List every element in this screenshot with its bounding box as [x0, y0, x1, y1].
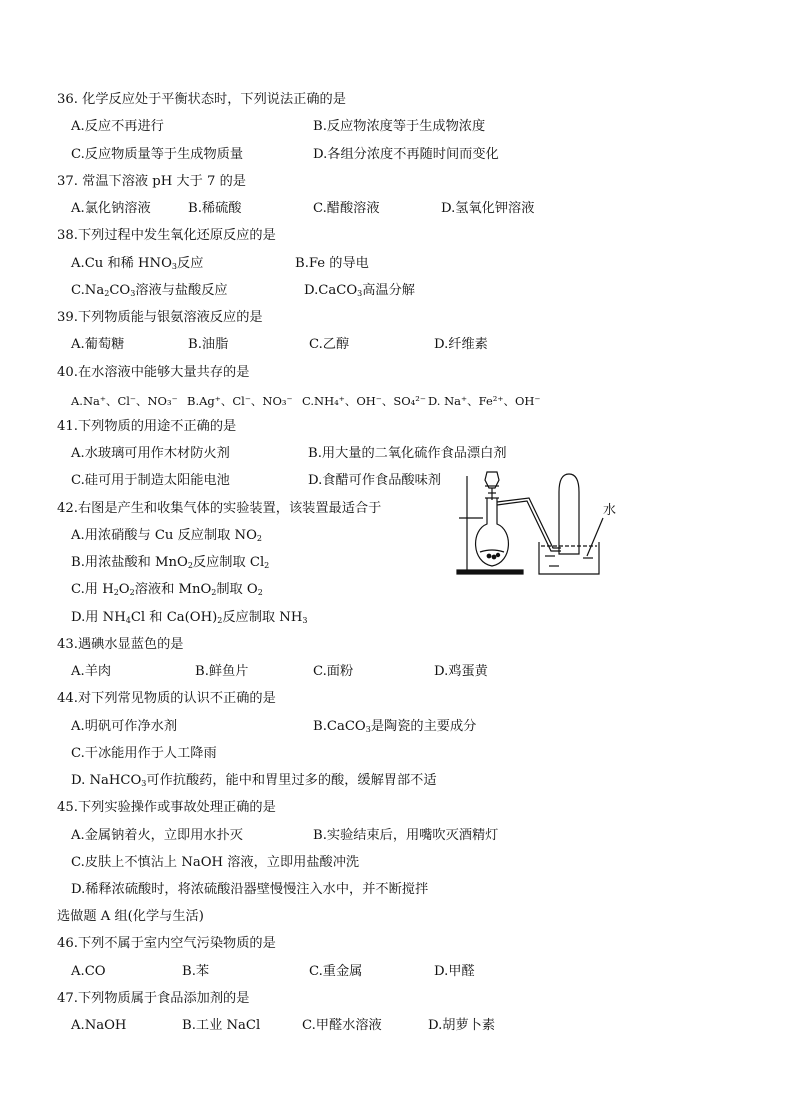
q46-option-c: C.重金属: [309, 964, 363, 979]
q39-option-c: C.乙醇: [309, 337, 350, 352]
question-46-stem: 46.下列不属于室内空气污染物质的是: [57, 936, 276, 951]
q46-option-b: B.苯: [182, 964, 210, 979]
q45-option-b: B.实验结束后，用嘴吹灭酒精灯: [313, 828, 499, 843]
q39-option-d: D.纤维素: [434, 337, 488, 352]
q41-option-b: B.用大量的二氧化硫作食品漂白剂: [308, 446, 507, 461]
q45-option-d: D.稀释浓硫酸时，将浓硫酸沿器壁慢慢注入水中，并不断搅拌: [71, 882, 429, 897]
water-label: 水: [603, 503, 617, 518]
q47-option-c: C.甲醛水溶液: [302, 1018, 382, 1033]
q43-option-d: D.鸡蛋黄: [434, 664, 488, 679]
q40-option-b: B.Ag⁺、Cl⁻、NO₃⁻: [187, 394, 293, 408]
q40-option-a: A.Na⁺、Cl⁻、NO₃⁻: [71, 394, 178, 408]
q42-option-c: C.用 $H_2O_2$溶液和 MnO$_2$制取 $O_2$: [71, 582, 263, 597]
q41-option-c: C.硅可用于制造太阳能电池: [71, 473, 230, 488]
q44-option-c: C.干冰能用作于人工降雨: [71, 746, 217, 761]
stand-base: [457, 570, 523, 574]
q38-option-c: $C.Na_2CO_3$溶液与盐酸反应: [71, 283, 228, 298]
question-37-stem: 37. 常温下溶液 pH 大于 7 的是: [57, 174, 246, 189]
q44-option-d: D. NaHCO$_3$可作抗酸药，能中和胃里过多的酸，缓解胃部不适: [71, 773, 437, 788]
q45-option-c: C.皮肤上不慎沾上 NaOH 溶液，立即用盐酸冲洗: [71, 855, 360, 870]
question-47-stem: 47.下列物质属于食品添加剂的是: [57, 991, 250, 1006]
q36-option-a: A.反应不再进行: [71, 119, 164, 134]
q45-option-a: A.金属钠着火，立即用水扑灭: [71, 828, 243, 843]
q43-option-c: C.面粉: [313, 664, 354, 679]
question-41-stem: 41.下列物质的用途不正确的是: [57, 419, 237, 434]
label-pointer: [587, 518, 603, 556]
q38-option-a: A.Cu 和稀 $HNO_3$反应: [71, 256, 204, 271]
q42-option-a: A.用浓硝酸与 Cu 反应制取 $NO_2$: [71, 528, 263, 543]
q42-option-b: B.用浓盐酸和 MnO$_2$反应制取 $Cl_2$: [71, 555, 270, 570]
q38-option-d: D.CaCO$_3$高温分解: [304, 283, 415, 298]
q47-option-a: A.NaOH: [71, 1018, 127, 1033]
section-header: 选做题 A 组(化学与生活): [57, 909, 204, 924]
q47-option-b: B.工业 NaCl: [182, 1018, 261, 1033]
question-40-stem: 40.在水溶液中能够大量共存的是: [57, 365, 250, 380]
question-44-stem: 44.对下列常见物质的认识不正确的是: [57, 691, 276, 706]
q38-option-b: B.Fe 的导电: [295, 256, 369, 271]
question-45-stem: 45.下列实验操作或事故处理正确的是: [57, 800, 276, 815]
q44-option-b: B.CaCO$_3$是陶瓷的主要成分: [313, 719, 477, 734]
q41-option-d: D.食醋可作食品酸味剂: [308, 473, 441, 488]
q40-option-d: D. Na⁺、Fe²⁺、OH⁻: [428, 394, 541, 408]
q44-option-a: A.明矾可作净水剂: [71, 719, 178, 734]
q42-option-d: D.用 $NH_4Cl$ 和 $Ca(OH)_2$反应制取 $NH_3$: [71, 610, 308, 625]
q37-option-d: D.氢氧化钾溶液: [441, 201, 535, 216]
question-42-stem: 42.右图是产生和收集气体的实验装置，该装置最适合于: [57, 501, 382, 516]
q39-option-b: B.油脂: [188, 337, 229, 352]
question-36-stem: 36. 化学反应处于平衡状态时，下列说法正确的是: [57, 92, 346, 107]
q36-option-b: B.反应物浓度等于生成物浓度: [313, 119, 486, 134]
q47-option-d: D.胡萝卜素: [428, 1018, 496, 1033]
q37-option-a: A.氯化钠溶液: [71, 201, 151, 216]
q37-option-c: C.醋酸溶液: [313, 201, 380, 216]
gas-apparatus-figure: [453, 466, 643, 578]
collection-tube: [559, 474, 579, 554]
q46-option-a: A.CO: [71, 964, 106, 979]
q40-option-c: C.NH₄⁺、OH⁻、SO₄²⁻: [302, 394, 426, 408]
question-38-stem: 38.下列过程中发生氧化还原反应的是: [57, 228, 276, 243]
q43-option-b: B.鲜鱼片: [195, 664, 249, 679]
q39-option-a: A.葡萄糖: [71, 337, 125, 352]
question-43-stem: 43.遇碘水显蓝色的是: [57, 637, 184, 652]
q37-option-b: B.稀硫酸: [188, 201, 242, 216]
q36-option-d: D.各组分浓度不再随时间而变化: [313, 147, 499, 162]
q36-option-c: C.反应物质量等于生成物质量: [71, 147, 244, 162]
q41-option-a: A.水玻璃可用作木材防火剂: [71, 446, 230, 461]
q43-option-a: A.羊肉: [71, 664, 112, 679]
q46-option-d: D.甲醛: [434, 964, 475, 979]
question-39-stem: 39.下列物质能与银氨溶液反应的是: [57, 310, 263, 325]
